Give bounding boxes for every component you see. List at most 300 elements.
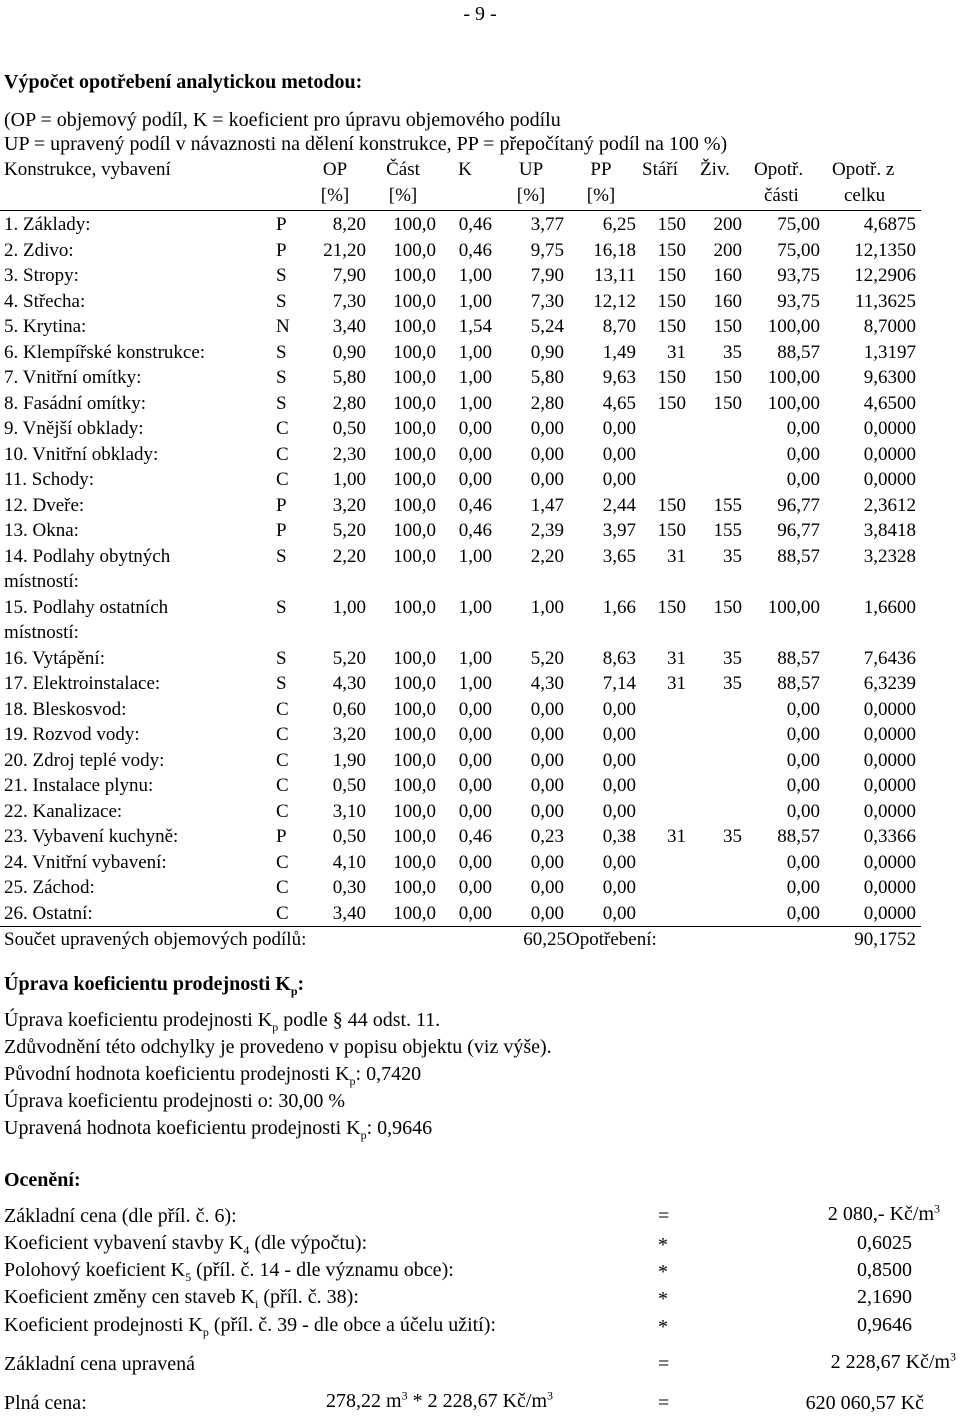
cell-type: P	[276, 494, 287, 516]
cell-up: 0,00	[530, 902, 564, 924]
cell-oc: 0,00	[786, 749, 820, 771]
cell-name: 16. Vytápění:	[4, 647, 105, 669]
cell-pp: 0,38	[602, 826, 636, 847]
cell-up: 1,00	[530, 596, 564, 618]
kp-line-4: Úprava koeficientu prodejnosti o: 30,00 %	[4, 1090, 346, 1112]
table-row	[0, 850, 960, 875]
cell-k: 0,00	[458, 775, 492, 796]
kp-line-1: Úprava koeficientu prodejnosti $K_p$ podle § 44 odst. 11.	[4, 1009, 441, 1034]
cell-ziv: 150	[713, 316, 742, 337]
cell-name: 25. Záchod:	[4, 877, 95, 898]
cell-cast: 100,0	[393, 545, 436, 567]
header-up-unit: [%]	[516, 185, 546, 206]
cell-op: 3,20	[332, 724, 366, 745]
cell-pp: 9,63	[602, 367, 636, 388]
cell-k: 0,00	[458, 851, 492, 873]
cell-type: S	[276, 341, 287, 363]
oceneni-op-kp: *	[658, 1316, 668, 1338]
cell-name: 21. Instalace plynu:	[4, 775, 154, 796]
cell-oz: 0,0000	[863, 469, 916, 490]
cell-oc: 93,75	[777, 265, 820, 286]
cell-pp: 0,00	[602, 418, 636, 439]
cell-ziv: 160	[713, 290, 742, 312]
cell-up: 0,00	[530, 775, 564, 796]
cell-op: 0,60	[332, 698, 366, 720]
cell-pp: 2,44	[602, 494, 636, 516]
cell-oc: 0,00	[786, 724, 820, 745]
cell-cast: 100,0	[393, 469, 436, 490]
table-row	[0, 416, 960, 441]
cell-cast: 100,0	[393, 800, 436, 822]
cell-up: 0,00	[530, 877, 564, 898]
cell-stari: 31	[667, 647, 686, 669]
cell-oc: 100,00	[767, 596, 820, 618]
zakladni-cena-upravena-value: 2 228,67 $Kč/m^3$	[830, 1349, 956, 1373]
table-row	[0, 722, 960, 747]
cell-pp: 0,00	[602, 800, 636, 822]
cell-oc: 88,57	[777, 826, 820, 847]
cell-stari: 150	[657, 290, 686, 312]
cell-k: 0,00	[458, 443, 492, 465]
cell-oc: 75,00	[777, 239, 820, 261]
cell-op: 8,20	[332, 214, 366, 235]
cell-oc: 0,00	[786, 877, 820, 898]
cell-pp: 0,00	[602, 443, 636, 465]
cell-oc: 100,00	[767, 367, 820, 388]
cell-oz: 3,8418	[863, 520, 916, 541]
cell-oz: 0,0000	[863, 698, 916, 720]
cell-oz: 12,1350	[854, 239, 916, 261]
cell-up: 0,00	[530, 469, 564, 490]
cell-cast: 100,0	[393, 239, 436, 261]
cell-oz: 8,7000	[863, 316, 916, 337]
cell-pp: 0,00	[602, 749, 636, 771]
cell-oz: 0,0000	[863, 443, 916, 465]
cell-up: 0,00	[530, 443, 564, 465]
cell-op: 5,20	[332, 520, 366, 541]
table-row	[0, 493, 960, 518]
cell-pp: 7,14	[602, 673, 636, 694]
cell-op: 5,80	[332, 367, 366, 388]
cell-op: 0,50	[332, 775, 366, 796]
cell-stari: 150	[657, 392, 686, 414]
table-row	[0, 467, 960, 492]
header-k: K	[458, 159, 472, 180]
cell-stari: 150	[657, 265, 686, 286]
cell-oz: 6,3239	[863, 673, 916, 694]
header-rule	[0, 210, 921, 211]
header-cast: Část	[386, 159, 420, 180]
cell-name: 12. Dveře:	[4, 494, 85, 516]
cell-name: 3. Stropy:	[4, 265, 79, 286]
header-name: Konstrukce, vybavení	[4, 159, 171, 180]
cell-name: 5. Krytina:	[4, 316, 87, 337]
cell-k: 0,46	[458, 494, 492, 516]
cell-up: 2,39	[530, 520, 564, 541]
header-opotr-casti: Opotř.	[754, 159, 804, 180]
cell-type: S	[276, 392, 287, 414]
cell-op: 2,80	[332, 392, 366, 414]
cell-up: 0,00	[530, 698, 564, 720]
cell-type: P	[276, 826, 287, 847]
cell-up: 2,80	[530, 392, 564, 414]
table-row	[0, 391, 960, 416]
cell-up: 7,90	[530, 265, 564, 286]
cell-cast: 100,0	[393, 851, 436, 873]
cell-up: 5,20	[530, 647, 564, 669]
cell-op: 1,00	[332, 596, 366, 618]
cell-ziv: 155	[713, 494, 742, 516]
header-op: OP	[322, 159, 348, 180]
wear-label: Opotřebení:	[566, 929, 657, 950]
cell-op: 1,90	[332, 749, 366, 771]
plna-cena-value: 620 060,57 Kč	[805, 1392, 924, 1414]
plna-cena-calc: 278,22 $m^3 * 2$ 228,67 $Kč/m^3$	[326, 1388, 553, 1412]
kp-heading: Úprava koeficientu prodejnosti $K_p$:	[4, 973, 305, 998]
cell-type: C	[276, 877, 289, 898]
cell-type: C	[276, 902, 289, 924]
cell-oz: 0,0000	[863, 800, 916, 822]
table-row	[0, 340, 960, 365]
table-row	[0, 875, 960, 900]
oceneni-value-k5: 0,8500	[857, 1259, 912, 1281]
cell-cast: 100,0	[393, 698, 436, 720]
oceneni-op-k4: *	[658, 1234, 668, 1256]
cell-pp: 1,49	[602, 341, 636, 363]
oceneni-heading: Ocenění:	[4, 1169, 81, 1191]
cell-name: 20. Zdroj teplé vody:	[4, 749, 165, 771]
cell-k: 0,00	[458, 902, 492, 924]
cell-name: 17. Elektroinstalace:	[4, 673, 161, 694]
cell-cast: 100,0	[393, 775, 436, 796]
table-row	[0, 518, 960, 543]
cell-k: 1,00	[458, 341, 492, 363]
cell-name: 7. Vnitřní omítky:	[4, 367, 142, 388]
cell-cast: 100,0	[393, 724, 436, 745]
cell-up: 5,24	[530, 316, 564, 337]
cell-oc: 100,00	[767, 316, 820, 337]
table-row	[0, 442, 960, 467]
cell-op: 7,90	[332, 265, 366, 286]
cell-name: 4. Střecha:	[4, 290, 86, 312]
cell-k: 1,00	[458, 596, 492, 618]
cell-ziv: 200	[713, 214, 742, 235]
cell-k: 0,46	[458, 214, 492, 235]
cell-k: 1,00	[458, 265, 492, 286]
cell-oz: 1,6600	[863, 596, 916, 618]
cell-name: 15. Podlahy ostatních	[4, 596, 169, 618]
table-row-continuation	[0, 620, 960, 645]
cell-up: 0,00	[530, 749, 564, 771]
cell-op: 3,40	[332, 316, 366, 337]
cell-name: 2. Zdivo:	[4, 239, 74, 261]
table-row	[0, 314, 960, 339]
kp-line-5: Upravená hodnota koeficientu prodejnosti $K_p$: 0,9646	[4, 1117, 433, 1142]
cell-name: 8. Fasádní omítky:	[4, 392, 146, 414]
oceneni-label-ki: Koeficient změny cen staveb $K_i$ (příl. č. 38):	[4, 1286, 359, 1311]
header-pp-unit: [%]	[586, 185, 616, 206]
cell-type: S	[276, 265, 287, 286]
cell-name: 9. Vnější obklady:	[4, 418, 144, 439]
cell-k: 1,00	[458, 647, 492, 669]
cell-oc: 96,77	[777, 494, 820, 516]
sum-value: 60,25	[523, 929, 566, 950]
cell-k: 0,00	[458, 749, 492, 771]
cell-k: 1,00	[458, 545, 492, 567]
oceneni-label-k4: Koeficient vybavení stavby $K_4$ (dle výpočtu):	[4, 1232, 368, 1257]
cell-cast: 100,0	[393, 443, 436, 465]
wear-value: 90,1752	[854, 929, 916, 950]
table-row	[0, 697, 960, 722]
cell-stari: 150	[657, 214, 686, 235]
cell-type: P	[276, 520, 287, 541]
cell-type: N	[276, 316, 290, 337]
cell-up: 0,00	[530, 418, 564, 439]
cell-pp: 8,63	[602, 647, 636, 669]
cell-ziv: 35	[723, 341, 742, 363]
cell-oz: 4,6500	[863, 392, 916, 414]
cell-op: 3,20	[332, 494, 366, 516]
cell-name: 26. Ostatní:	[4, 902, 93, 924]
cell-oc: 0,00	[786, 775, 820, 796]
table-row	[0, 212, 960, 237]
table-row-continuation	[0, 569, 960, 594]
cell-cast: 100,0	[393, 392, 436, 414]
cell-op: 0,90	[332, 341, 366, 363]
cell-stari: 150	[657, 239, 686, 261]
cell-k: 0,00	[458, 418, 492, 439]
cell-name: 1. Základy:	[4, 214, 91, 235]
cell-type: P	[276, 214, 287, 235]
header-opotr-celku-2: celku	[844, 185, 886, 206]
cell-cast: 100,0	[393, 826, 436, 847]
page-number: - 9 -	[463, 3, 497, 25]
cell-op: 0,50	[332, 418, 366, 439]
section-heading-analytic: Výpočet opotřebení analytickou metodou:	[4, 71, 363, 93]
oceneni-value-ki: 2,1690	[857, 1286, 912, 1308]
cell-cast: 100,0	[393, 596, 436, 618]
legend-line-1: (OP = objemový podíl, K = koeficient pro úpravu objemového podílu	[4, 109, 561, 131]
cell-oz: 2,3612	[863, 494, 916, 516]
cell-oc: 0,00	[786, 800, 820, 822]
cell-oz: 4,6875	[863, 214, 916, 235]
cell-pp: 1,66	[602, 596, 636, 618]
header-opotr-casti-2: části	[764, 185, 799, 206]
cell-op: 7,30	[332, 290, 366, 312]
cell-up: 9,75	[530, 239, 564, 261]
cell-stari: 31	[667, 341, 686, 363]
cell-type: C	[276, 749, 289, 771]
cell-pp: 3,65	[602, 545, 636, 567]
cell-oz: 0,0000	[863, 418, 916, 439]
table-row	[0, 901, 960, 926]
cell-pp: 0,00	[602, 851, 636, 873]
cell-ziv: 35	[723, 647, 742, 669]
cell-stari: 31	[667, 673, 686, 694]
cell-type: C	[276, 469, 289, 490]
zakladni-cena-upravena-op: =	[658, 1353, 670, 1375]
table-row	[0, 671, 960, 696]
oceneni-label-kp: Koeficient prodejnosti $K_p$ (příl. č. 39 - dle obce a účelu užití):	[4, 1314, 496, 1339]
cell-oc: 100,00	[767, 392, 820, 414]
cell-up: 5,80	[530, 367, 564, 388]
cell-type: C	[276, 724, 289, 745]
cell-pp: 13,11	[593, 265, 636, 286]
cell-up: 0,00	[530, 800, 564, 822]
table-row	[0, 365, 960, 390]
cell-name: 11. Schody:	[4, 469, 95, 490]
cell-oz: 0,0000	[863, 851, 916, 873]
cell-pp: 0,00	[602, 902, 636, 924]
cell-up: 0,00	[530, 851, 564, 873]
cell-up: 0,00	[530, 724, 564, 745]
cell-oc: 0,00	[786, 469, 820, 490]
table-row	[0, 748, 960, 773]
cell-name: 14. Podlahy obytných	[4, 545, 171, 567]
table-row	[0, 799, 960, 824]
cell-oc: 0,00	[786, 902, 820, 924]
cell-k: 0,00	[458, 877, 492, 898]
oceneni-value-k4: 0,6025	[857, 1232, 912, 1254]
plna-cena-op: =	[658, 1392, 670, 1414]
cell-ziv: 35	[723, 826, 742, 847]
cell-name: 10. Vnitřní obklady:	[4, 443, 159, 465]
cell-op: 0,30	[332, 877, 366, 898]
cell-k: 0,00	[458, 800, 492, 822]
cell-pp: 12,12	[593, 290, 636, 312]
cell-name: 6. Klempířské konstrukce:	[4, 341, 206, 363]
cell-k: 1,00	[458, 367, 492, 388]
cell-k: 0,46	[458, 520, 492, 541]
cell-k: 0,46	[458, 826, 492, 847]
cell-cast: 100,0	[393, 647, 436, 669]
cell-op: 1,00	[332, 469, 366, 490]
cell-stari: 31	[667, 826, 686, 847]
sum-label: Součet upravených objemových podílů:	[4, 929, 307, 950]
cell-name-cont: místností:	[4, 621, 79, 643]
cell-cast: 100,0	[393, 520, 436, 541]
cell-name: 13. Okna:	[4, 520, 79, 541]
cell-name: 24. Vnitřní vybavení:	[4, 851, 167, 873]
cell-oz: 0,0000	[863, 902, 916, 924]
cell-oc: 0,00	[786, 418, 820, 439]
cell-ziv: 35	[723, 545, 742, 567]
cell-op: 3,10	[332, 800, 366, 822]
cell-oz: 3,2328	[863, 545, 916, 567]
cell-pp: 0,00	[602, 775, 636, 796]
cell-cast: 100,0	[393, 290, 436, 312]
cell-up: 7,30	[530, 290, 564, 312]
cell-k: 1,00	[458, 673, 492, 694]
cell-oz: 0,0000	[863, 877, 916, 898]
header-op-unit: [%]	[320, 185, 350, 206]
cell-k: 1,00	[458, 290, 492, 312]
cell-ziv: 200	[713, 239, 742, 261]
kp-line-2: Zdůvodnění této odchylky je provedeno v popisu objektu (viz výše).	[4, 1036, 552, 1058]
table-row	[0, 238, 960, 263]
cell-name: 22. Kanalizace:	[4, 800, 123, 822]
cell-up: 2,20	[530, 545, 564, 567]
cell-stari: 150	[657, 520, 686, 541]
cell-type: S	[276, 596, 287, 618]
cell-ziv: 35	[723, 673, 742, 694]
cell-cast: 100,0	[393, 265, 436, 286]
cell-cast: 100,0	[393, 316, 436, 337]
cell-op: 21,20	[323, 239, 366, 261]
cell-oc: 96,77	[777, 520, 820, 541]
cell-ziv: 155	[713, 520, 742, 541]
oceneni-op-zakladni: =	[658, 1205, 670, 1227]
cell-cast: 100,0	[393, 418, 436, 439]
cell-oc: 93,75	[777, 290, 820, 312]
cell-stari: 150	[657, 367, 686, 388]
cell-pp: 4,65	[602, 392, 636, 414]
cell-pp: 0,00	[602, 724, 636, 745]
cell-pp: 0,00	[602, 877, 636, 898]
cell-oz: 1,3197	[863, 341, 916, 363]
cell-oz: 11,3625	[854, 290, 916, 312]
cell-cast: 100,0	[393, 341, 436, 363]
cell-oc: 0,00	[786, 698, 820, 720]
cell-type: C	[276, 443, 289, 465]
cell-oc: 88,57	[777, 647, 820, 669]
cell-type: S	[276, 290, 287, 312]
cell-pp: 0,00	[602, 698, 636, 720]
cell-type: C	[276, 775, 289, 796]
cell-cast: 100,0	[393, 214, 436, 235]
cell-up: 1,47	[530, 494, 564, 516]
cell-name: 23. Vybavení kuchyně:	[4, 826, 179, 847]
cell-cast: 100,0	[393, 749, 436, 771]
cell-type: S	[276, 545, 287, 567]
cell-type: C	[276, 698, 289, 720]
cell-op: 4,10	[332, 851, 366, 873]
cell-k: 1,54	[458, 316, 492, 337]
table-row	[0, 263, 960, 288]
cell-stari: 150	[657, 316, 686, 337]
cell-oz: 0,0000	[863, 749, 916, 771]
cell-ziv: 150	[713, 367, 742, 388]
cell-ziv: 160	[713, 265, 742, 286]
oceneni-value-zakladni: 2 080,- $Kč/m^3$	[827, 1201, 940, 1225]
oceneni-label-k5: Polohový koeficient $K_5$ (příl. č. 14 - dle významu obce):	[4, 1259, 454, 1284]
cell-oc: 88,57	[777, 341, 820, 363]
cell-cast: 100,0	[393, 902, 436, 924]
oceneni-value-kp: 0,9646	[857, 1314, 912, 1336]
cell-oc: 0,00	[786, 443, 820, 465]
cell-oz: 0,0000	[863, 775, 916, 796]
header-up: UP	[518, 159, 544, 180]
cell-oc: 88,57	[777, 545, 820, 567]
legend-line-2: UP = upravený podíl v návaznosti na dělení konstrukce, PP = přepočítaný podíl na 100 %)	[4, 133, 728, 155]
cell-stari: 31	[667, 545, 686, 567]
cell-ziv: 150	[713, 596, 742, 618]
kp-line-3: Původní hodnota koeficientu prodejnosti $K_p$: 0,7420	[4, 1063, 422, 1088]
header-opotr-celku: Opotř. z	[832, 159, 895, 180]
cell-pp: 16,18	[593, 239, 636, 261]
oceneni-op-ki: *	[658, 1288, 668, 1310]
cell-oc: 75,00	[777, 214, 820, 235]
cell-up: 3,77	[530, 214, 564, 235]
cell-op: 0,50	[332, 826, 366, 847]
cell-oz: 0,0000	[863, 724, 916, 745]
cell-up: 0,90	[530, 341, 564, 363]
header-pp: PP	[590, 159, 612, 180]
table-row	[0, 773, 960, 798]
cell-oz: 9,6300	[863, 367, 916, 388]
sum-rule	[0, 926, 921, 927]
cell-op: 3,40	[332, 902, 366, 924]
